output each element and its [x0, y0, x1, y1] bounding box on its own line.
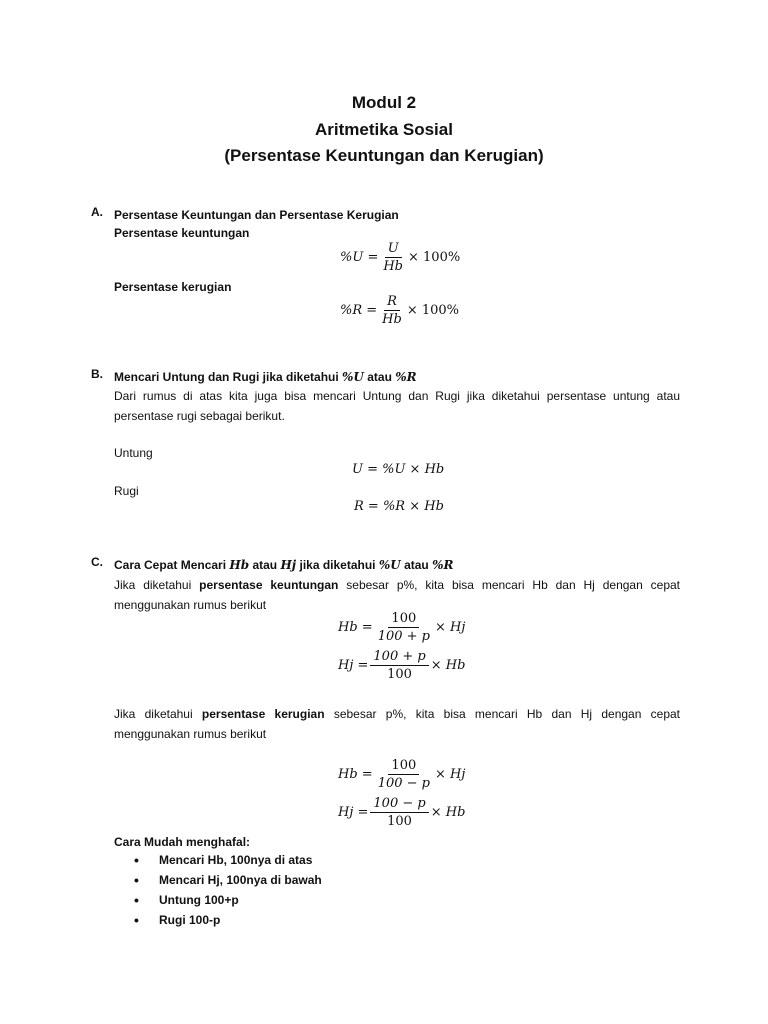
paragraph-text: sebesar p%, kita bisa mencari Hb dan Hj dengan cepat menggunakan rumus berikut [114, 707, 681, 741]
fraction-numerator: 100 [388, 611, 419, 628]
section-c-heading [114, 555, 453, 575]
fraction-numerator: 100 [388, 758, 419, 775]
section-c-paragraph-loss [114, 704, 680, 744]
heading-text: Mencari Untung dan Rugi jika diketahui [114, 370, 343, 384]
paragraph-text: Jika diketahui [114, 707, 202, 721]
formula-lhs: %U = [340, 250, 379, 265]
fraction-numerator: R [384, 294, 400, 311]
formula-hj-loss [338, 796, 465, 829]
fraction-numerator: U [385, 241, 402, 258]
fraction-denominator: Hb [383, 259, 404, 274]
formula-lhs: %R = [340, 303, 378, 318]
module-title: Modul 2 [351, 93, 417, 112]
formula-rhs: × Hb [430, 658, 466, 673]
fraction [370, 649, 428, 682]
section-b-paragraph: Dari rumus di atas kita juga bisa mencari Untung dan Rugi jika diketahui persentase untung atau persentase rugi sebagai berikut. [114, 389, 680, 423]
heading-text: atau [249, 558, 281, 572]
fraction-numerator: 100 + p [370, 649, 428, 666]
heading-text: atau [400, 558, 433, 572]
tips-heading: Cara Mudah menghafal: [114, 835, 251, 849]
formula-hb-profit [338, 611, 465, 644]
list-item: • Mencari Hj, 100nya di bawah [114, 870, 322, 890]
formula-lhs: Hb = [338, 620, 373, 635]
fraction-denominator: 100 + p [377, 629, 430, 644]
fraction [380, 241, 406, 274]
paragraph-emphasis: persentase keuntungan [199, 578, 339, 592]
fraction [370, 796, 428, 829]
formula-lhs: Hj = [338, 805, 369, 820]
formula-rhs: × Hj [434, 767, 466, 782]
heading-text: atau [363, 370, 396, 384]
label-rugi: Rugi [114, 484, 139, 498]
module-subtitle: Aritmetika Sosial [315, 120, 453, 139]
paragraph-text: sebesar p%, kita bisa mencari Hb dan Hj dengan cepat menggunakan rumus berikut [114, 578, 681, 612]
formula-rhs: × Hj [434, 620, 466, 635]
formula-profit: U = %U × Hb [352, 462, 445, 477]
math-symbol: %U [342, 370, 364, 384]
formula-rhs: × Hb [430, 805, 466, 820]
fraction-denominator: 100 [387, 814, 412, 829]
list-item: • Rugi 100-p [114, 910, 322, 930]
formula-percent-profit [340, 241, 460, 274]
formula-lhs: Hb = [338, 767, 373, 782]
math-symbol: Hb [229, 558, 250, 572]
fraction [375, 611, 433, 644]
formula-hb-loss [338, 758, 465, 791]
list-item: • Mencari Hb, 100nya di atas [114, 850, 322, 870]
tips-list [114, 850, 322, 930]
section-a-sub-keuntungan: Persentase keuntungan [114, 226, 250, 240]
heading-text: Cara Cepat Mencari [114, 558, 230, 572]
fraction [379, 294, 405, 327]
list-item: • Untung 100+p [114, 890, 322, 910]
section-b-letter: B. [91, 367, 103, 381]
math-symbol: Hj [280, 558, 297, 572]
math-symbol: %R [395, 370, 417, 384]
paragraph-text: Jika diketahui [114, 578, 200, 592]
section-a-sub-kerugian: Persentase kerugian [114, 280, 232, 294]
section-c-letter: C. [91, 555, 103, 569]
formula-rhs: × 100% [406, 303, 460, 318]
math-symbol: %R [432, 558, 454, 572]
fraction [375, 758, 433, 791]
heading-text: jika diketahui [296, 558, 379, 572]
fraction-denominator: 100 − p [377, 776, 430, 791]
fraction-denominator: 100 [387, 667, 412, 682]
label-untung: Untung [114, 446, 153, 460]
formula-hj-profit [338, 649, 465, 682]
formula-percent-loss [340, 294, 459, 327]
math-symbol: %U [378, 558, 401, 572]
paragraph-emphasis: persentase kerugian [201, 707, 325, 721]
fraction-numerator: 100 − p [370, 796, 428, 813]
formula-lhs: Hj = [338, 658, 369, 673]
module-topic: (Persentase Keuntungan dan Kerugian) [224, 146, 544, 165]
section-a-heading: Persentase Keuntungan dan Persentase Kerugian [114, 208, 399, 222]
formula-loss: R = %R × Hb [354, 499, 444, 514]
section-c-paragraph-profit [114, 575, 680, 615]
formula-rhs: × 100% [408, 250, 461, 265]
fraction-denominator: Hb [382, 312, 402, 327]
section-b-heading [114, 367, 417, 387]
section-a-letter: A. [91, 205, 103, 219]
